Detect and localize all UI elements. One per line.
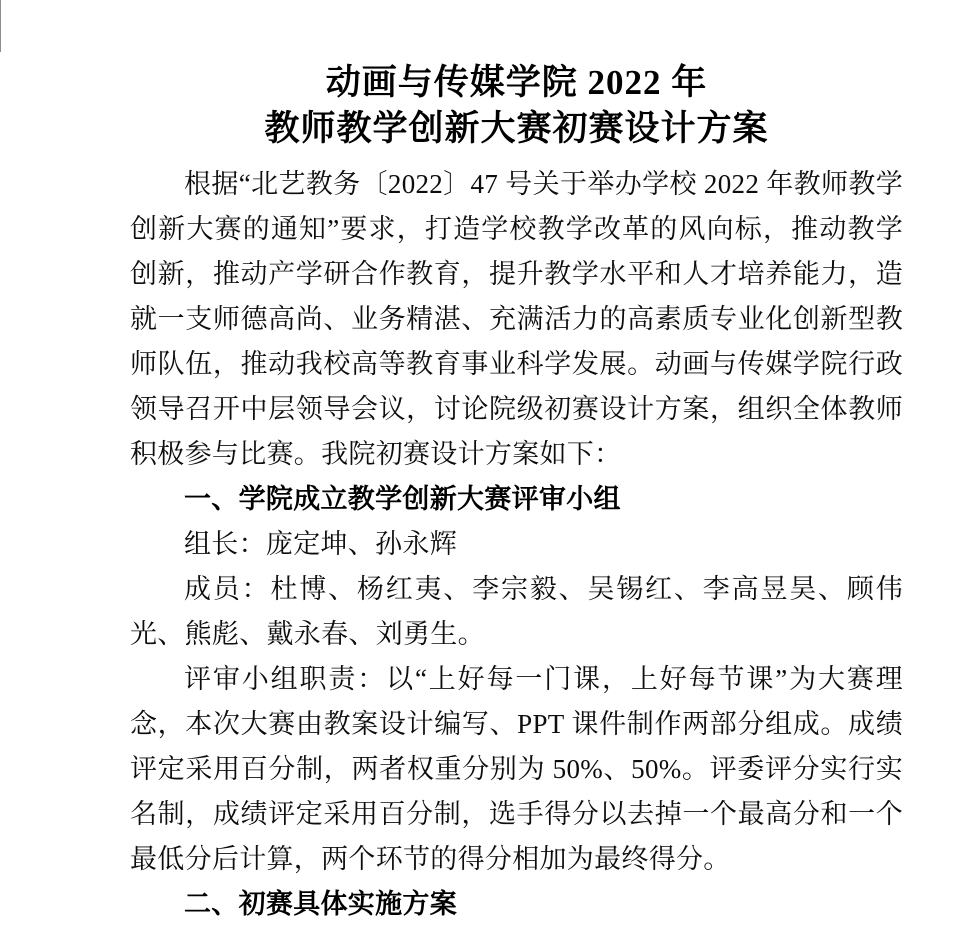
heading-section-1: 一、学院成立教学创新大赛评审小组	[184, 484, 621, 514]
title-line-2: 教师教学创新大赛初赛设计方案	[264, 109, 769, 148]
paragraph-members: 成员：杜博、杨红夷、李宗毅、吴锡红、李高昱昊、顾伟光、熊彪、戴永春、刘勇生。	[130, 574, 903, 649]
document-body	[0, 52, 955, 927]
crop-mark-top-left	[0, 0, 1, 26]
paragraph-duties: 评审小组职责：以“上好每一门课，上好每节课”为大赛理念，本次大赛由教案设计编写、PPT 课件制作两部分组成。成绩评定采用百分制，两者权重分别为 50%、50%。评委评分实行实名制，成绩评定采用百分制，选手得分以去掉一个最高分和一个最低分后计算，两个环节的得分相加为最终得分。	[130, 664, 903, 874]
title-line-1: 动画与传媒学院 2022 年	[325, 63, 708, 102]
heading-section-2: 二、初赛具体实施方案	[184, 889, 457, 919]
crop-mark-top-right	[0, 26, 1, 52]
paragraph-intro: 根据“北艺教务〔2022〕47 号关于举办学校 2022 年教师教学创新大赛的通知”要求，打造学校教学改革的风向标，推动教学创新，推动产学研合作教育，提升教学水平和人才培养能力，造就一支师德高尚、业务精湛、充满活力的高素质专业化创新型教师队伍，推动我校高等教育事业科学发展。动画与传媒学院行政领导召开中层领导会议，讨论院级初赛设计方案，组织全体教师积极参与比赛。我院初赛设计方案如下：	[130, 169, 903, 469]
paragraph-leader: 组长：庞定坤、孙永辉	[184, 529, 457, 559]
page-title	[130, 52, 903, 152]
